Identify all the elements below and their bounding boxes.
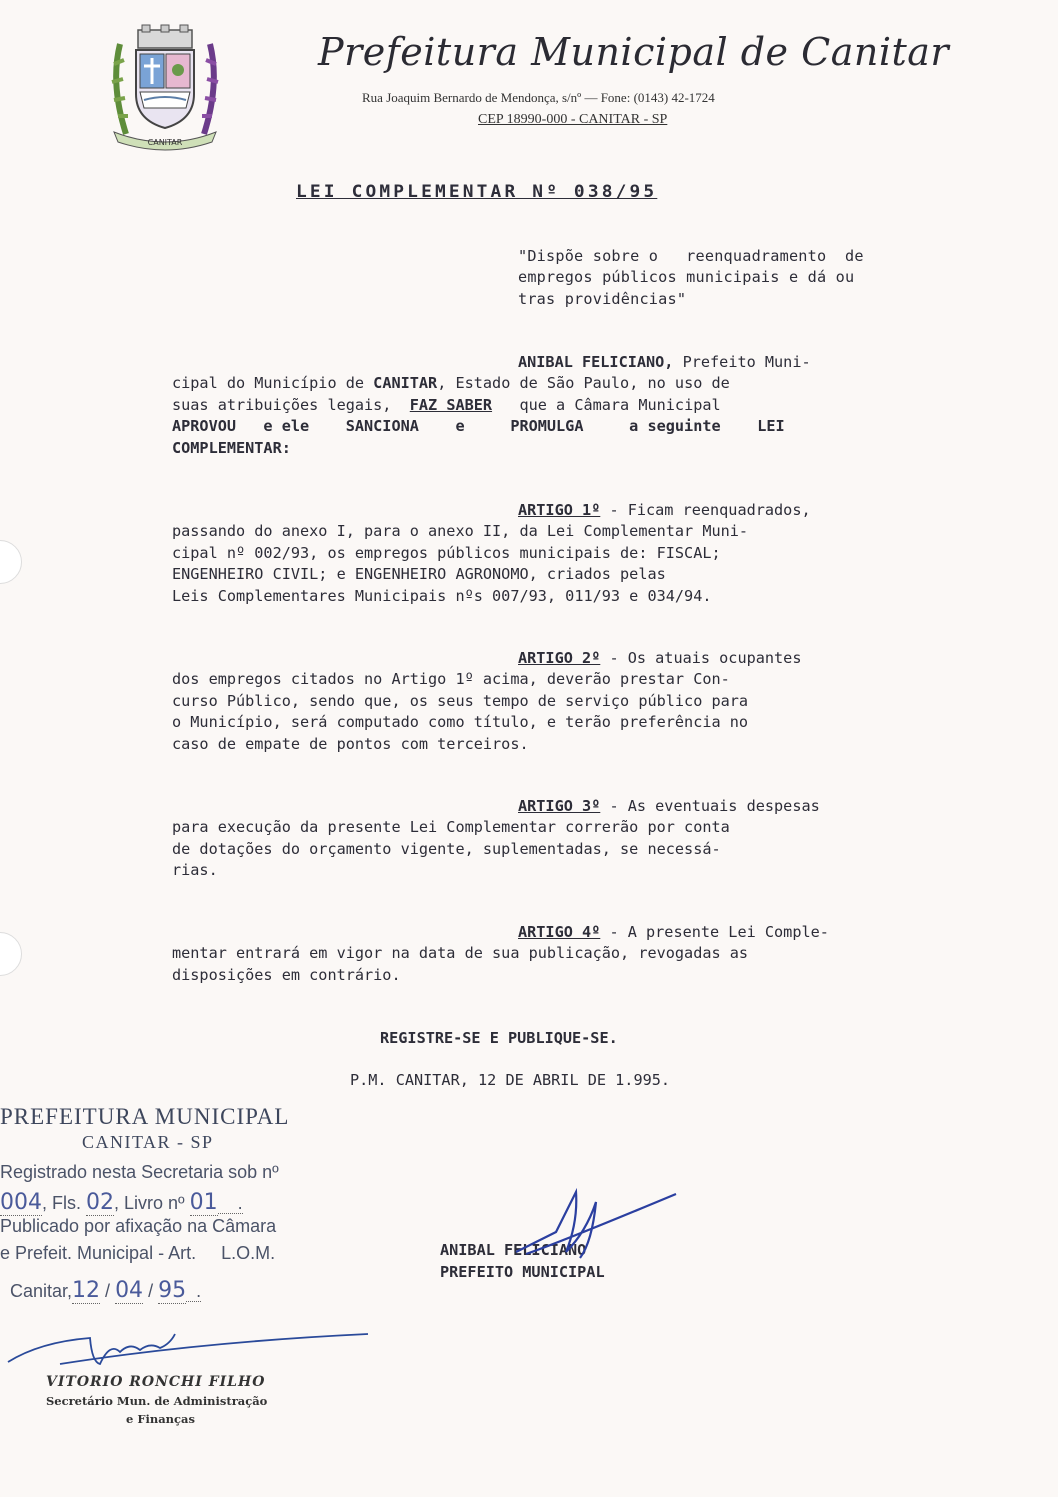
document-title: LEI COMPLEMENTAR Nº 038/95 (296, 182, 658, 202)
article-text: - Os atuais ocupantes (600, 649, 802, 667)
punch-hole-top (0, 540, 22, 584)
intro-line (172, 352, 980, 373)
livro-value: 01 (189, 1190, 218, 1215)
secretary-role: Secretário Mun. de Administração (46, 1394, 268, 1408)
ementa-line: "Dispõe sobre o reenquadramento de (518, 247, 864, 265)
stamp-date-line: Canitar,12 / 04 / 95 . (10, 1278, 202, 1303)
stamp-published: Publicado por afixação na Câmara (0, 1216, 277, 1236)
city-name: CANITAR (373, 374, 438, 393)
article-line: passando do anexo I, para o anexo II, da Lei Complementar Muni- (172, 522, 749, 541)
article-line: caso de empate de pontos com terceiros. (172, 734, 529, 753)
article-4 (172, 922, 980, 986)
crest-label: CANITAR (147, 138, 183, 147)
fls-value: 02 (86, 1190, 115, 1215)
intro-line: COMPLEMENTAR: (172, 438, 291, 457)
registry-number: 004 (0, 1190, 42, 1215)
article-line: dos empregos citados no Artigo 1º acima, deverão prestar Con- (172, 670, 730, 689)
date-year: 95 (158, 1278, 187, 1303)
page-title: Prefeitura Municipal de Canitar (318, 30, 950, 74)
mayor-name: ANIBAL FELICIANO, (518, 353, 674, 371)
stamp-subtitle: CANITAR - SP (82, 1132, 214, 1152)
article-label: ARTIGO 2º (518, 649, 601, 667)
article-line: mentar entrará em vigor na data de sua publicação, revogadas as (172, 944, 749, 963)
article-line: rias. (172, 861, 218, 880)
address-line: Rua Joaquim Bernardo de Mendonça, s/nº — Fone: (0143) 42-1724 (362, 90, 715, 105)
cep-line: CEP 18990-000 - CANITAR - SP (478, 112, 668, 127)
article-label: ARTIGO 4º (518, 923, 601, 941)
stamp-registry-line: 004, Fls. 02, Livro nº 01 . (0, 1190, 243, 1215)
municipal-crest-icon (100, 24, 230, 154)
ementa-line: tras providências" (518, 289, 687, 308)
intro-text: Prefeito Muni- (673, 353, 811, 371)
secretary-role-2: e Finanças (126, 1412, 195, 1426)
intro-text: que a Câmara Municipal (492, 395, 721, 414)
article-line: o Município, será computado como título, e terão preferência no (172, 713, 749, 732)
article-3 (172, 796, 980, 882)
article-line: para execução da presente Lei Complementar correrão por conta (172, 818, 730, 837)
article-line (172, 922, 980, 943)
signatory-name: ANIBAL FELICIANO (440, 1241, 587, 1259)
secretary-name: VITORIO RONCHI FILHO (46, 1374, 266, 1390)
closing-statement: REGISTRE-SE E PUBLIQUE-SE. (380, 1029, 618, 1047)
article-line: curso Público, sendo que, os seus tempo de serviço público para (172, 691, 749, 710)
article-line: Leis Complementares Municipais nºs 007/93, 011/93 e 034/94. (172, 586, 712, 605)
article-line (172, 648, 980, 669)
article-1 (172, 500, 980, 607)
article-line (172, 796, 980, 817)
date-line: P.M. CANITAR, 12 DE ABRIL DE 1.995. (350, 1071, 671, 1089)
date-month: 04 (115, 1278, 144, 1303)
stamp-prefeit: e Prefeit. Municipal - Art. L.O.M. (0, 1243, 276, 1263)
signatory-role: PREFEITO MUNICIPAL (440, 1263, 605, 1281)
ementa-line: empregos públicos municipais e dá ou (518, 268, 855, 287)
intro-text: suas atribuições legais, (172, 395, 410, 414)
article-line: cipal nº 002/93, os empregos públicos municipais de: FISCAL; (172, 543, 721, 562)
livro-label: , Livro nº (114, 1193, 185, 1213)
intro-paragraph (172, 352, 980, 459)
article-text: - A presente Lei Comple- (600, 923, 829, 941)
fls-label: , Fls. (42, 1193, 81, 1213)
intro-text: cipal do Município de (172, 374, 374, 393)
article-line (172, 500, 980, 521)
secretary-signature (0, 1322, 370, 1382)
ementa (518, 246, 980, 310)
article-label: ARTIGO 3º (518, 797, 601, 815)
faz-saber: FAZ SABER (409, 395, 493, 414)
article-text: - Ficam reenquadrados, (600, 501, 811, 519)
article-line: ENGENHEIRO CIVIL; e ENGENHEIRO AGRONOMO, criados pelas (172, 565, 666, 584)
article-2 (172, 648, 980, 755)
intro-text: , Estado de São Paulo, no uso de (437, 374, 730, 393)
intro-line: APROVOU e ele SANCIONA e PROMULGA a seguinte LEI (172, 417, 785, 436)
mayor-signature (496, 1172, 686, 1282)
stamp-registered: Registrado nesta Secretaria sob nº (0, 1162, 279, 1182)
article-text: - As eventuais despesas (600, 797, 820, 815)
punch-hole-bottom (0, 932, 22, 976)
intro-line (172, 395, 980, 416)
city-label: Canitar, (10, 1281, 73, 1301)
article-line: disposições em contrário. (172, 965, 401, 984)
date-day: 12 (72, 1278, 101, 1303)
article-label: ARTIGO 1º (518, 501, 601, 519)
intro-line (172, 373, 980, 394)
stamp-title: PREFEITURA MUNICIPAL (0, 1104, 290, 1129)
article-line: de dotações do orçamento vigente, suplementadas, se necessá- (172, 839, 721, 858)
